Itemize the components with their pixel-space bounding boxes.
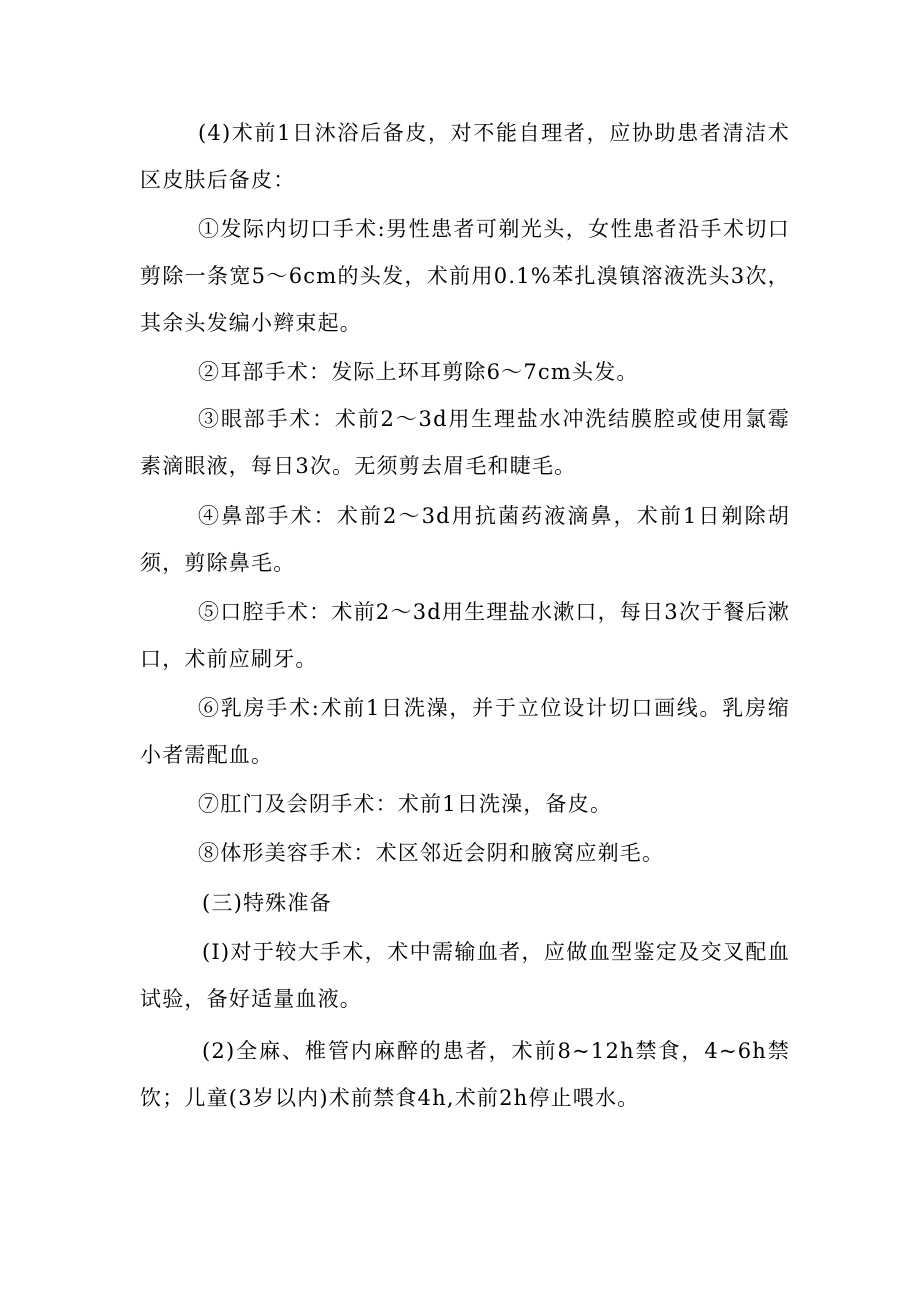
section-heading-special-preparation: (三)特殊准备 <box>202 891 332 915</box>
paragraph-nose-surgery: ④鼻部手术：术前2～3d用抗菌药液滴鼻，术前1日剃除胡须，剪除鼻毛。 <box>140 504 790 575</box>
paragraph-blood-preparation: (I)对于较大手术，术中需输血者，应做血型鉴定及交叉配血试验，备好适量血液。 <box>140 940 790 1011</box>
paragraph-eye-surgery: ③眼部手术：术前2～3d用生理盐水冲洗结膜腔或使用氯霉素滴眼液，每日3次。无须剪去眉毛和睫毛。 <box>140 407 790 478</box>
paragraph-skin-prep: (4)术前1日沐浴后备皮，对不能自理者，应协助患者清洁术区皮肤后备皮： <box>140 121 790 192</box>
paragraph-fasting-requirements: (2)全麻、椎管内麻醉的患者，术前8~12h禁食，4~6h禁饮；儿童(3岁以内)术前禁食4h,术前2h停止喂水。 <box>140 1039 790 1110</box>
paragraph-oral-surgery: ⑤口腔手术：术前2～3d用生理盐水漱口，每日3次于餐后漱口，术前应刷牙。 <box>140 600 790 671</box>
paragraph-body-contouring-surgery: ⑧体形美容手术：术区邻近会阴和腋窝应剃毛。 <box>198 841 665 865</box>
paragraph-anal-perineal-surgery: ⑦肛门及会阴手术：术前1日洗澡，备皮。 <box>198 792 613 816</box>
paragraph-ear-surgery: ②耳部手术：发际上环耳剪除6～7cm头发。 <box>198 360 639 384</box>
paragraph-hairline-incision: ①发际内切口手术:男性患者可剃光头，女性患者沿手术切口剪除一条宽5～6cm的头发，术前用0.1%苯扎溴镇溶液洗头3次，其余头发编小辫束起。 <box>140 217 790 335</box>
paragraph-breast-surgery: ⑥乳房手术:术前1日洗澡，并于立位设计切口画线。乳房缩小者需配血。 <box>140 696 790 767</box>
